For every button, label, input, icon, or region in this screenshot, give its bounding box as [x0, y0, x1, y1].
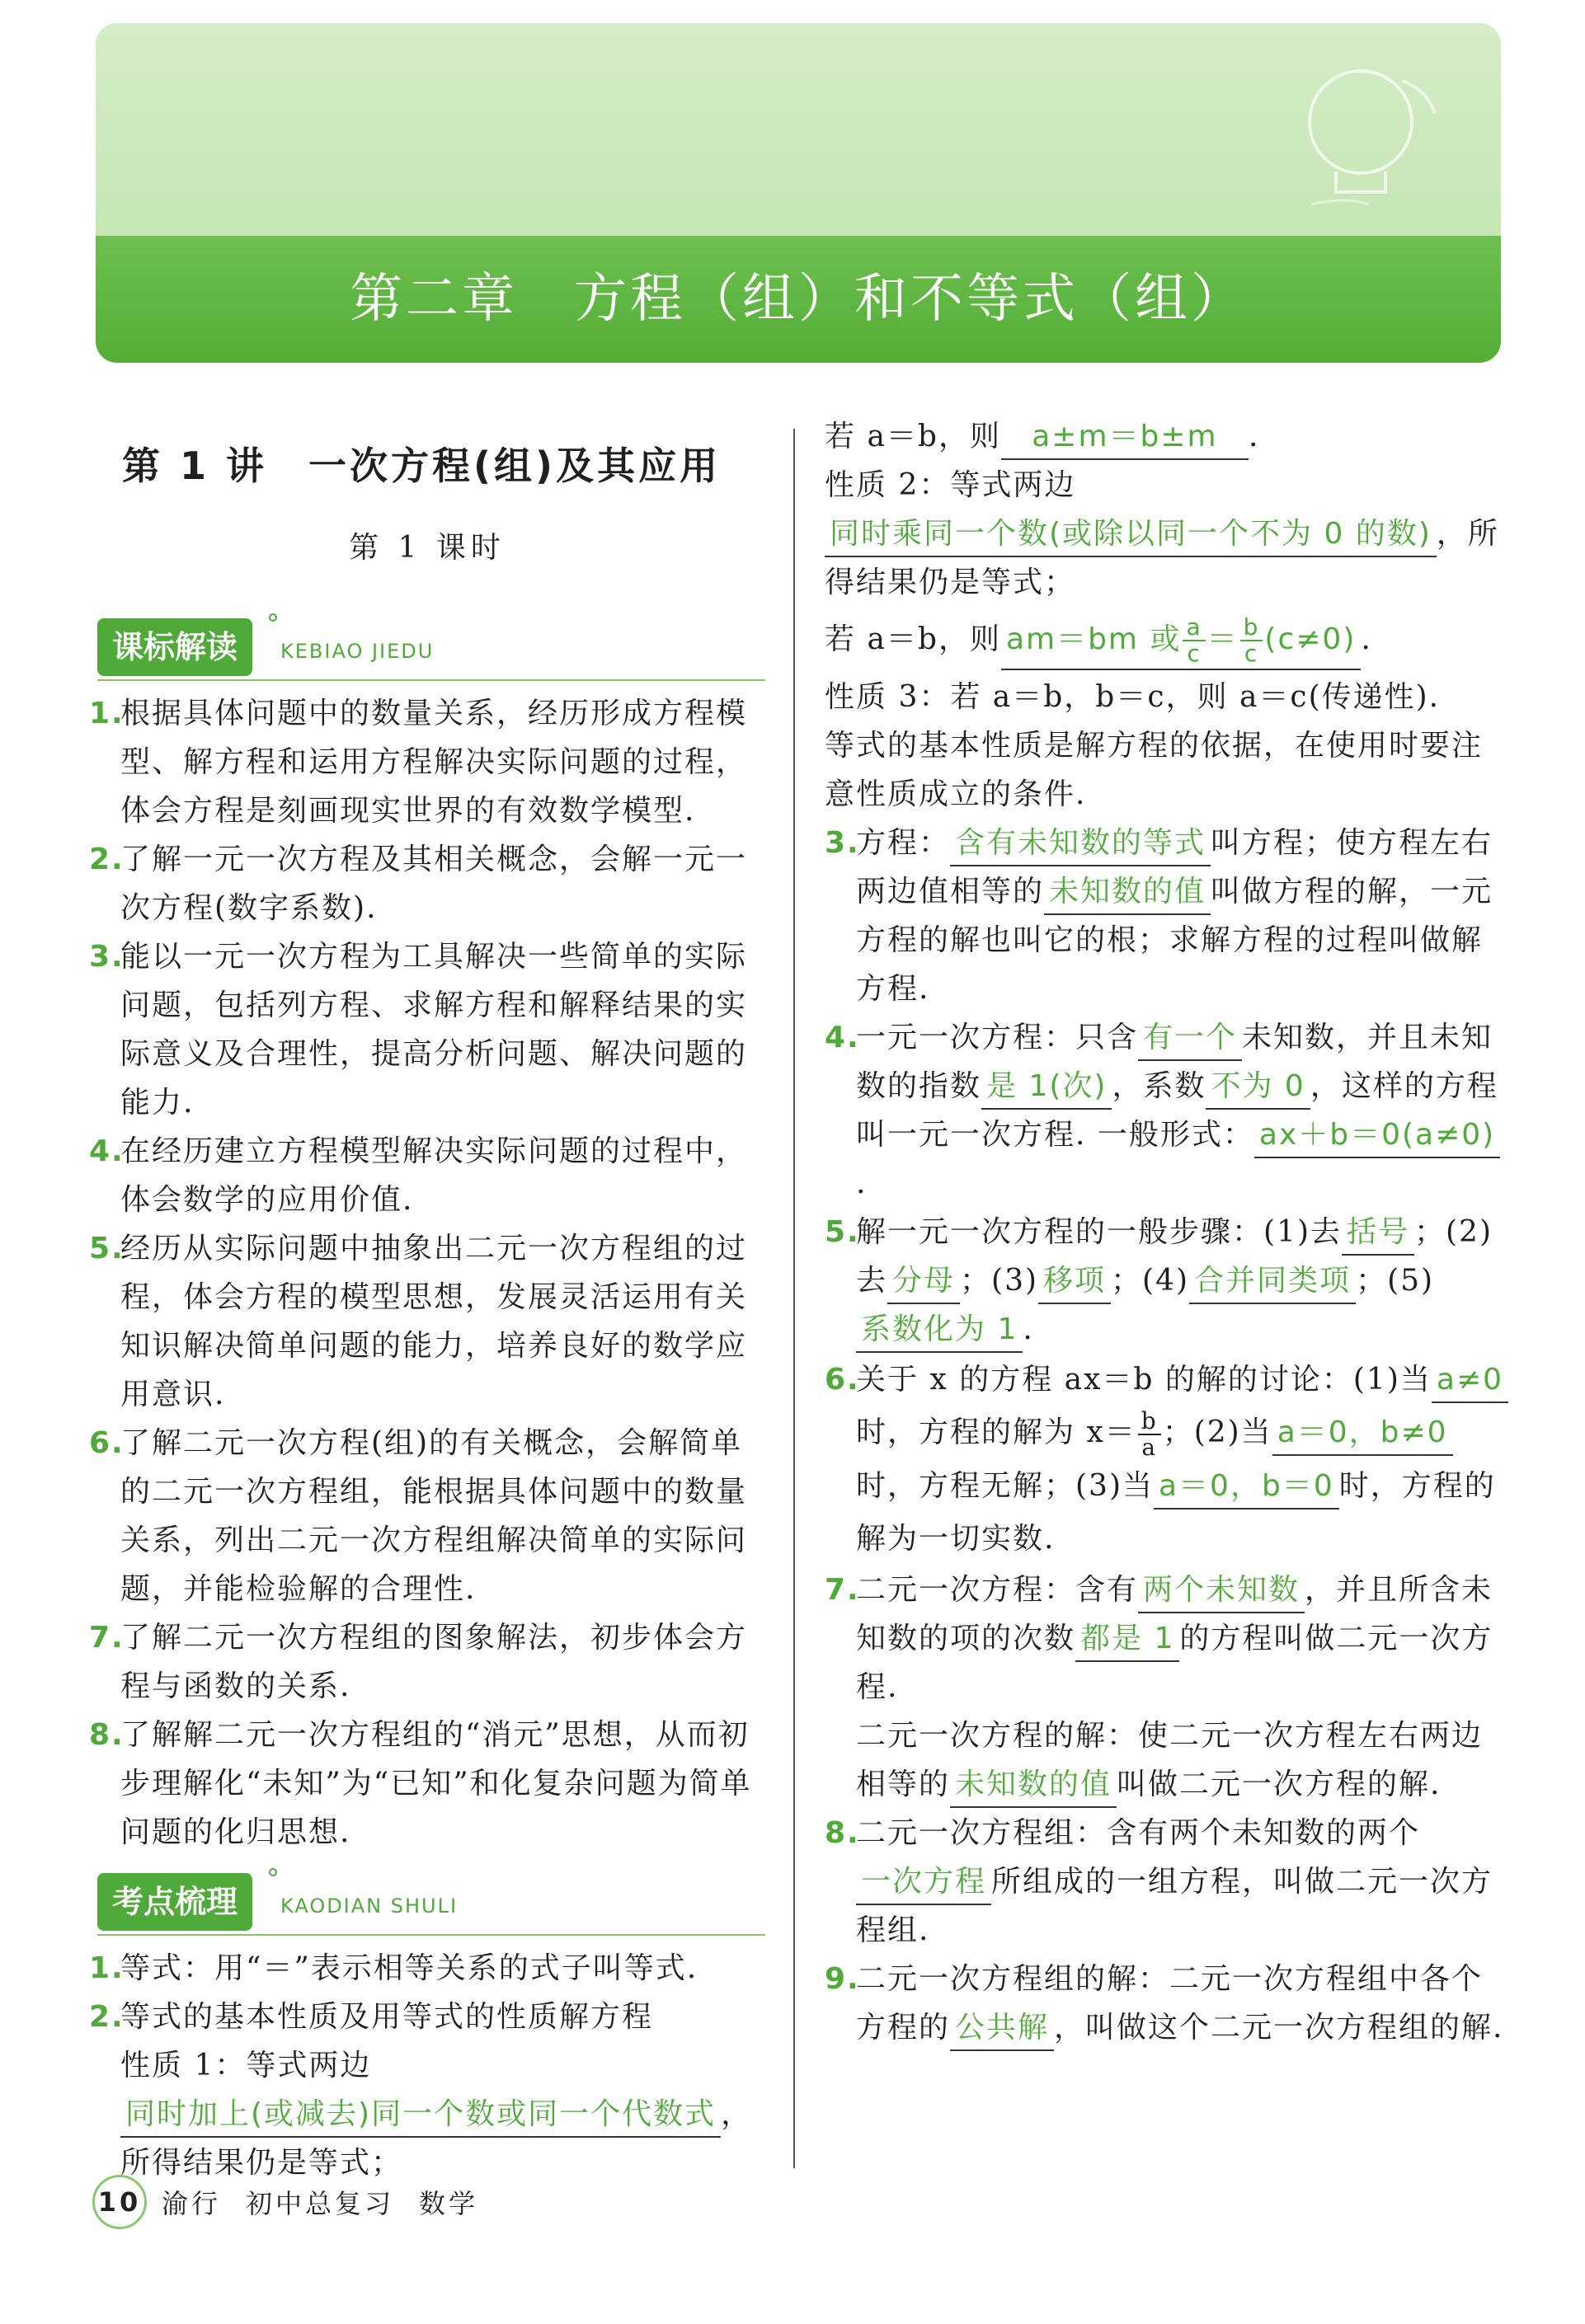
- prop3: 性质 3：若 a＝b，b＝c，则 a＝c(传递性).: [825, 680, 1441, 714]
- answer-blank: 移项: [1038, 1260, 1111, 1304]
- answer-blank: 是 1(次): [981, 1065, 1112, 1110]
- session-label: 第 1 课时: [349, 531, 506, 565]
- section-divider: [97, 679, 765, 681]
- answer-blank: a≠0: [1432, 1359, 1508, 1403]
- answer-blank: a±m＝b±m: [1001, 416, 1249, 460]
- right-column: [825, 412, 1509, 2052]
- footer-series: 初中总复习: [246, 2188, 395, 2219]
- section-divider: [97, 1934, 765, 1936]
- dream-lightbulb-icon: [1286, 48, 1451, 221]
- prop2-result: 若 a＝b，则 am＝bm 或 $\frac{a}{c}$ ＝ $\frac{b}{c}$ (c≠0) .: [825, 607, 1509, 673]
- point-8: 8. 二元一次方程组：含有两个未知数的两个一次方程 所组成的一组方程，叫做二元一次方程组.: [825, 1816, 1493, 1947]
- point-6: 6. 关于 x 的方程 ax＝b 的解的讨论：(1)当 a≠0时，方程的解为 x＝ $\frac{b}{a}$ ；(2)当 a＝0，b≠0时，方程无解；(3)当 a＝0，b＝0 时，方程的解为一切实数.: [825, 1354, 1509, 1566]
- list-item: 1. 根据具体问题中的数量关系，经历形成方程模型、解方程和运用方程解决实际问题的过程，体会方程是刻画现实世界的有效数学模型.: [89, 697, 748, 828]
- prop-note: 等式的基本性质是解方程的依据，在使用时要注意性质成立的条件.: [825, 729, 1484, 811]
- section-standards-en: KEBIAO JIEDU: [280, 640, 435, 663]
- footer-brand: 渝行: [162, 2188, 222, 2219]
- list-item: 5. 经历从实际问题中抽象出二元一次方程组的过程，体会方程的模型思想，发展灵活运用有关知识解决简单问题的能力，培养良好的数学应用意识.: [89, 1232, 748, 1411]
- point-3: 3. 方程： 含有未知数的等式 叫方程；使方程左右两边值相等的 未知数的值 叫做方程的解，一元方程的解也叫它的根；求解方程的过程叫做解方程.: [825, 819, 1509, 1013]
- prop2: 性质 2：等式两边同时乘同一个数(或除以同一个不为 0 的数) ，所得结果仍是等式；: [825, 468, 1499, 599]
- section-dot-icon: [269, 613, 277, 622]
- answer-blank: 合并同类项: [1189, 1260, 1356, 1304]
- point-1: 1. 等式：用“＝”表示相等关系的式子叫等式.: [89, 1951, 698, 1985]
- answer-blank: 公共解: [950, 2007, 1054, 2051]
- answer-blank: 未知数的值: [950, 1763, 1117, 1808]
- section-points-en: KAODIAN SHULI: [280, 1894, 459, 1918]
- section-standards-header: [97, 618, 765, 681]
- answer-blank: 系数化为 1: [856, 1308, 1023, 1353]
- list-item: 7. 了解二元一次方程组的图象解法，初步体会方程与函数的关系.: [89, 1621, 748, 1703]
- lecture-title: 第 1 讲 一次方程(组)及其应用: [122, 444, 722, 488]
- prop1-result: 若 a＝b，则 a±m＝b±m .: [825, 412, 1509, 461]
- answer-blank: 含有未知数的等式: [950, 822, 1211, 866]
- answer-blank: a＝0，b＝0: [1154, 1465, 1339, 1509]
- page-number: 10: [92, 2175, 147, 2229]
- fraction: $\frac{b}{a}$: [1138, 1409, 1161, 1460]
- list-item: 4. 在经历建立方程模型解决实际问题的过程中，体会数学的应用价值.: [89, 1134, 748, 1217]
- chapter-banner: [96, 23, 1501, 363]
- answer-blank: a＝0，b≠0: [1272, 1411, 1453, 1456]
- fraction: $\frac{b}{c}$: [1240, 615, 1263, 666]
- answer-blank: 同时加上(或减去)同一个数或同一个代数式: [120, 2093, 721, 2138]
- list-item: 6. 了解二元一次方程(组)的有关概念，会解简单的二元一次方程组，能根据具体问题中的数量关系，列出二元一次方程组解决简单的实际问题，并能检验解的合理性.: [89, 1426, 748, 1606]
- left-column: [89, 412, 765, 2187]
- point-9: 9. 二元一次方程组的解：二元一次方程组中各个方程的 公共解 ，叫做这个二元一次方程组的解.: [825, 1955, 1509, 2052]
- standards-list: [89, 689, 765, 1857]
- answer-blank: 两个未知数: [1138, 1569, 1305, 1613]
- answer-blank: 未知数的值: [1044, 871, 1211, 915]
- answer-blank: am＝bm 或 $\frac{a}{c}$ ＝ $\frac{b}{c}$ (c≠0): [1001, 611, 1361, 670]
- answer-blank: 有一个: [1138, 1016, 1242, 1061]
- section-standards-title: 课标解读: [97, 618, 252, 676]
- list-item: 8. 了解解二元一次方程组的“消元”思想，从而初步理解化“未知”为“已知”和化复杂问题为简单问题的化归思想.: [89, 1718, 752, 1849]
- chapter-title: 第二章 方程（组）和不等式（组）: [350, 269, 1247, 330]
- point-5: 5. 解一元一次方程的一般步骤：(1)去 括号 ；(2)去 分母 ；(3) 移项 ；(4) 合并同类项 ；(5)系数化为 1 .: [825, 1208, 1509, 1354]
- fraction: $\frac{a}{c}$: [1183, 615, 1205, 666]
- answer-blank: 一次方程: [856, 1861, 991, 1905]
- page-footer: [92, 2173, 503, 2231]
- column-divider: [793, 429, 795, 2168]
- point-4: 4. 一元一次方程：只含 有一个 未知数，并且未知数的指数 是 1(次) ，系数 不为 0 ，这样的方程叫一元一次方程. 一般形式： ax＋b＝0(a≠0).: [825, 1013, 1509, 1208]
- answer-blank: 都是 1: [1075, 1617, 1179, 1662]
- answer-blank: 同时乘同一个数(或除以同一个不为 0 的数): [825, 513, 1437, 557]
- answer-blank: 括号: [1342, 1211, 1414, 1256]
- point-2: 2. 等式的基本性质及用等式的性质解方程 性质 1：等式两边同时加上(或减去)同一个数或同一个代数式 ，所得结果仍是等式；: [89, 2000, 753, 2180]
- footer-subject: 数学: [419, 2188, 479, 2219]
- list-item: 2. 了解一元一次方程及其相关概念，会解一元一次方程(数字系数).: [89, 843, 748, 925]
- answer-blank: 不为 0: [1206, 1065, 1310, 1110]
- section-points-header: [97, 1873, 765, 1936]
- section-dot-icon: [269, 1868, 277, 1876]
- answer-blank: ax＋b＝0(a≠0): [1254, 1114, 1500, 1158]
- point-7: 7. 二元一次方程：含有 两个未知数 ，并且所含未知数的项的次数 都是 1 的方程叫做二元一次方程. 二元一次方程的解：使二元一次方程左右两边相等的 未知数的值 叫做二元一次方程的解.: [825, 1566, 1509, 1809]
- section-points-title: 考点梳理: [97, 1873, 252, 1931]
- answer-blank: 分母: [887, 1260, 960, 1304]
- list-item: 3. 能以一元一次方程为工具解决一些简单的实际问题，包括列方程、求解方程和解释结果的实际意义及合理性，提高分析问题、解决问题的能力.: [89, 940, 748, 1120]
